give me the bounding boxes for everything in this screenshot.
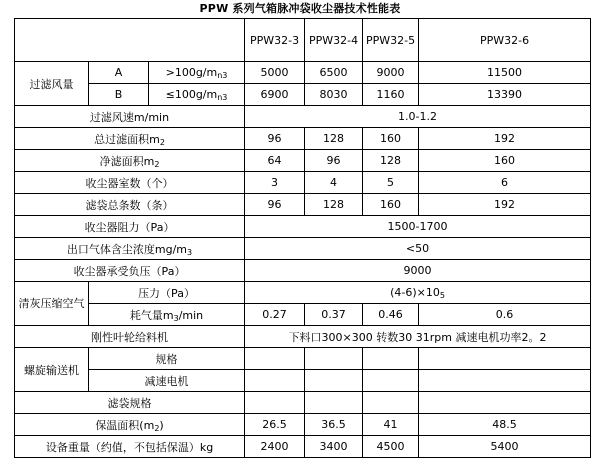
value-cell: 0.46 [363,304,419,326]
value-cell: 6 [419,172,591,194]
table-row [15,414,591,436]
value-cell [305,392,363,414]
value-cell [419,348,591,370]
row-label: 滤袋总条数（条） [15,194,245,216]
value-cell: 5400 [419,436,591,458]
value-cell: 5000 [245,62,305,84]
value-cell: 下料口300×300 转数30 31rpm 减速电机功率2。2 [245,326,591,348]
row-label: 滤袋规格 [15,392,245,414]
value-cell [363,392,419,414]
header-row [15,19,591,62]
model-header: PPW32-6 [419,19,591,62]
spec-table-wrapper [14,18,591,458]
row-label: 耗气量$m_3/\min$ [89,304,245,326]
value-cell: 9000 [245,260,591,282]
value-cell: 1500-1700 [245,216,591,238]
table-row [15,326,591,348]
value-cell: 0.27 [245,304,305,326]
value-cell: 6500 [305,62,363,84]
grade-condition: $>100g/m_{n3}$ [149,62,245,84]
row-label: 净滤面积$m_2$ [15,150,245,172]
row-label: 设备重量（约值，不包括保温）kg [15,436,245,458]
value-cell: 160 [363,128,419,150]
value-cell: 41 [363,414,419,436]
value-cell: 4 [305,172,363,194]
grade-code: B [89,84,149,106]
value-cell: 96 [305,150,363,172]
value-cell: 13390 [419,84,591,106]
row-label: 压力（Pa） [89,282,245,304]
value-cell: 160 [419,150,591,172]
value-cell: 8030 [305,84,363,106]
value-cell: 0.6 [419,304,591,326]
value-cell: 5 [363,172,419,194]
row-label: 总过滤面积$m_2$ [15,128,245,150]
value-cell: 192 [419,128,591,150]
grade-code: A [89,62,149,84]
value-cell: $(4-6)\times 10_5$ [245,282,591,304]
value-cell: 11500 [419,62,591,84]
value-cell: 64 [245,150,305,172]
value-cell: 160 [363,194,419,216]
row-label: 减速电机 [89,370,245,392]
table-row [15,172,591,194]
value-cell: 48.5 [419,414,591,436]
table-row [15,106,591,128]
row-label: 收尘器承受负压（Pa） [15,260,245,282]
model-header: PPW32-5 [363,19,419,62]
value-cell: 4500 [363,436,419,458]
value-cell: 6900 [245,84,305,106]
row-label: 出口气体含尘浓度$mg/m_3$ [15,238,245,260]
table-row [15,128,591,150]
value-cell: <50 [245,238,591,260]
table-row [15,62,591,84]
value-cell: 128 [305,128,363,150]
value-cell: 128 [305,194,363,216]
table-row [15,304,591,326]
page-title: PPW 系列气箱脉冲袋收尘器技术性能表 [199,2,401,15]
row-label: 收尘器阻力（Pa） [15,216,245,238]
value-cell: 2400 [245,436,305,458]
value-cell: 0.37 [305,304,363,326]
value-cell [245,348,305,370]
value-cell [305,348,363,370]
table-row [15,238,591,260]
table-row [15,260,591,282]
value-cell [245,370,305,392]
value-cell: 96 [245,194,305,216]
value-cell [363,370,419,392]
table-row [15,282,591,304]
row-label: 规格 [89,348,245,370]
grade-condition: $\le 100g/m_{n3}$ [149,84,245,106]
table-row [15,436,591,458]
value-cell [245,392,305,414]
value-cell: 192 [419,194,591,216]
value-cell: 1.0-1.2 [245,106,591,128]
table-row [15,216,591,238]
spec-table [14,18,591,458]
value-cell: 1160 [363,84,419,106]
table-row [15,392,591,414]
value-cell: 36.5 [305,414,363,436]
value-cell [419,392,591,414]
table-row [15,348,591,370]
screw-conveyor-label: 螺旋输送机 [15,348,89,392]
value-cell [419,370,591,392]
table-row [15,370,591,392]
compressed-air-label: 清灰压缩空气 [15,282,89,326]
value-cell: 96 [245,128,305,150]
value-cell: 128 [363,150,419,172]
model-header: PPW32-3 [245,19,305,62]
row-label: 过滤风速m/min [15,106,245,128]
table-row [15,150,591,172]
model-header: PPW32-4 [305,19,363,62]
row-label: 刚性叶轮给料机 [15,326,245,348]
value-cell: 3 [245,172,305,194]
value-cell: 9000 [363,62,419,84]
row-label: 保温面积$(m_2)$ [15,414,245,436]
table-row [15,194,591,216]
value-cell: 26.5 [245,414,305,436]
table-row [15,84,591,106]
header-blank [15,19,245,62]
value-cell [363,348,419,370]
value-cell [305,370,363,392]
row-label: 收尘器室数（个） [15,172,245,194]
filter-air-label: 过滤风量 [15,62,89,106]
value-cell: 3400 [305,436,363,458]
